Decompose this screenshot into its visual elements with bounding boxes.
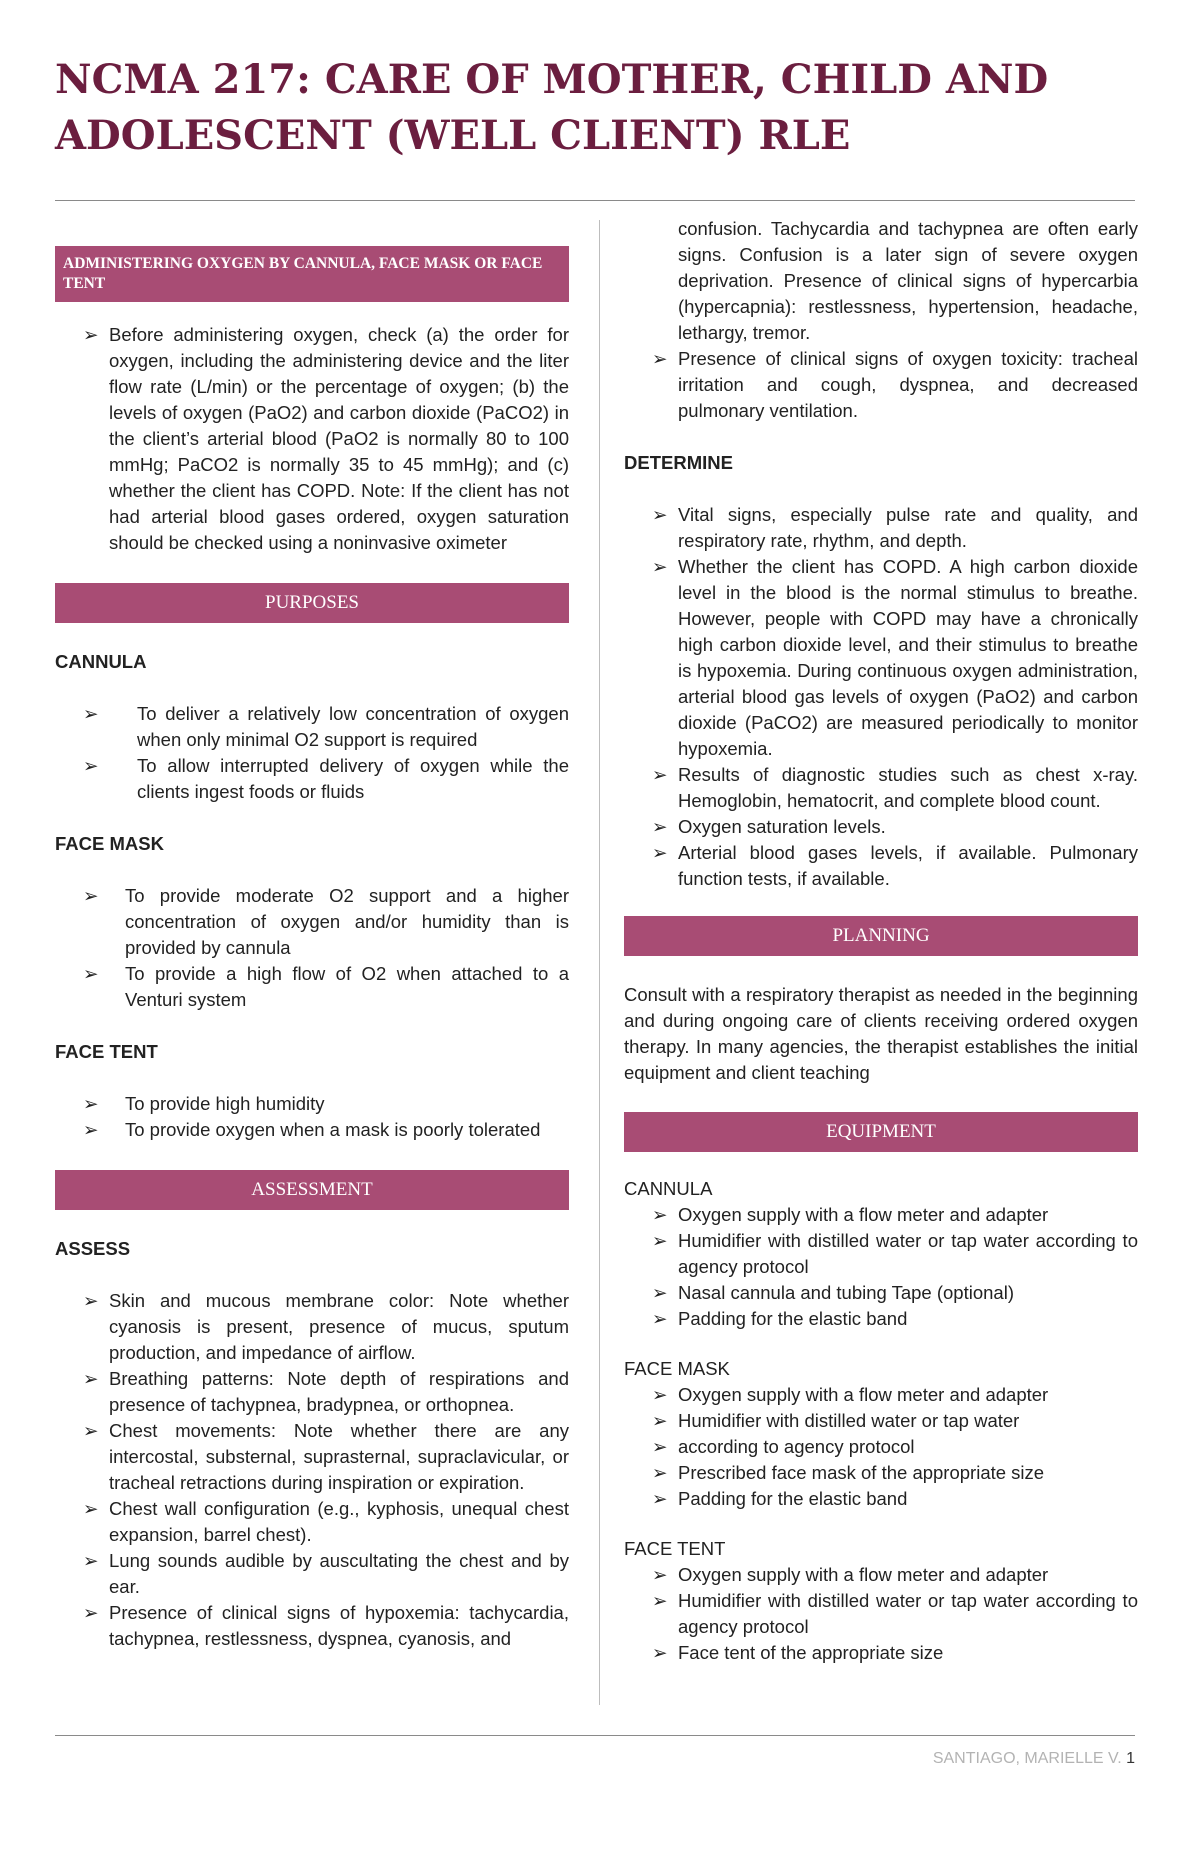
list-item: ➢ Oxygen supply with a flow meter and adapter (624, 1382, 1138, 1408)
equipment-facetent-list (624, 1562, 1138, 1666)
list-item: ➢ Padding for the elastic band (624, 1306, 1138, 1332)
assessment-band: ASSESSMENT (55, 1170, 569, 1210)
list-item: ➢ Presence of clinical signs of oxygen toxicity: tracheal irritation and cough, dyspnea, and decreased pulmonary ventilation. (624, 346, 1138, 424)
list-item: ➢ Results of diagnostic studies such as chest x-ray. Hemoglobin, hematocrit, and complete blood count. (624, 762, 1138, 814)
list-item: ➢ To allow interrupted delivery of oxygen while the clients ingest foods or fluids (55, 753, 569, 805)
footer-author: SANTIAGO, MARIELLE V. (932, 1750, 1122, 1767)
column-divider (599, 220, 600, 1705)
facetent-heading: FACE TENT (55, 1041, 158, 1062)
list-item: ➢ Arterial blood gases levels, if available. Pulmonary function tests, if available. (624, 840, 1138, 892)
equipment-cannula-heading: CANNULA (624, 1178, 713, 1199)
right-column (624, 216, 1138, 1666)
equipment-band: EQUIPMENT (624, 1112, 1138, 1152)
list-item: ➢ Humidifier with distilled water or tap water (624, 1408, 1138, 1434)
determine-heading: DETERMINE (624, 452, 733, 473)
list-item-continued: confusion. Tachycardia and tachypnea are often early signs. Confusion is a later sign of severe oxygen deprivation. Presence of clinical signs of hypercarbia (hypercapnia): restlessness, hypertension, headache, lethargy, tremor. (678, 218, 1138, 343)
list-item: ➢ To deliver a relatively low concentration of oxygen when only minimal O2 support is required (55, 701, 569, 753)
document-title: NCMA 217: CARE OF MOTHER, CHILD AND ADOLESCENT (WELL CLIENT) RLE (55, 56, 1049, 159)
left-column (55, 246, 569, 1652)
purposes-band: PURPOSES (55, 583, 569, 623)
list-item: ➢ Padding for the elastic band (624, 1486, 1138, 1512)
equipment-cannula-list (624, 1202, 1138, 1332)
list-item: ➢ Oxygen supply with a flow meter and adapter (624, 1202, 1138, 1228)
equipment-facetent-heading: FACE TENT (624, 1538, 726, 1559)
facetent-purpose-list (55, 1091, 569, 1143)
intro-text: ➢ Before administering oxygen, check (a) the order for oxygen, including the administering device and the liter flow rate (L/min) or the percentage of oxygen; (b) the levels of oxygen (PaO2) and carbon dioxide (PaCO2) in the client’s arterial blood (PaO2 is normally 80 to 100 mmHg; PaCO2 is normally 35 to 45 mmHg); and (c) whether the client has COPD. Note: If the client has not had arterial blood gases ordered, oxygen saturation should be checked using a noninvasive oximeter (55, 322, 569, 556)
planning-band: PLANNING (624, 916, 1138, 956)
list-item: ➢ Lung sounds audible by auscultating the chest and by ear. (55, 1548, 569, 1600)
header-divider (55, 200, 1135, 201)
list-item: ➢ according to agency protocol (624, 1434, 1138, 1460)
assess-heading: ASSESS (55, 1238, 131, 1259)
list-item: ➢ To provide high humidity (55, 1091, 569, 1117)
list-item: ➢ Humidifier with distilled water or tap water according to agency protocol (624, 1228, 1138, 1280)
list-item: ➢ To provide oxygen when a mask is poorly tolerated (55, 1117, 569, 1143)
facemask-purpose-list (55, 883, 569, 1013)
list-item: ➢ Oxygen saturation levels. (624, 814, 1138, 840)
equipment-facemask-list (624, 1382, 1138, 1512)
list-item: ➢ Oxygen supply with a flow meter and adapter (624, 1562, 1138, 1588)
section-title-band: ADMINISTERING OXYGEN BY CANNULA, FACE MASK OR FACE TENT (55, 246, 569, 302)
list-item: ➢ Skin and mucous membrane color: Note whether cyanosis is present, presence of mucus, sputum production, and impedance of airflow. (55, 1288, 569, 1366)
cannula-purpose-list (55, 701, 569, 805)
planning-text: Consult with a respiratory therapist as needed in the beginning and during ongoing care of clients receiving ordered oxygen therapy. In many agencies, the therapist establishes the initial equipment and client teaching (624, 984, 1138, 1083)
determine-list (624, 502, 1138, 892)
list-item: ➢ Whether the client has COPD. A high carbon dioxide level in the blood is the normal stimulus to breathe. However, people with COPD may have a chronically high carbon dioxide level, and their stimulus to breathe is hypoxemia. During continuous oxygen administration, arterial blood gas levels of oxygen (PaO2) and carbon dioxide (PaCO2) are measured periodically to monitor hypoxemia. (624, 554, 1138, 762)
list-item: ➢ Breathing patterns: Note depth of respirations and presence of tachypnea, bradypnea, or orthopnea. (55, 1366, 569, 1418)
equipment-facemask-heading: FACE MASK (624, 1358, 730, 1379)
list-item: ➢ Face tent of the appropriate size (624, 1640, 1138, 1666)
list-item: ➢ Nasal cannula and tubing Tape (optional) (624, 1280, 1138, 1306)
cannula-heading: CANNULA (55, 651, 147, 672)
list-item: ➢ Chest movements: Note whether there are any intercostal, substernal, suprasternal, supraclavicular, or tracheal retractions during inspiration or expiration. (55, 1418, 569, 1496)
list-item: ➢ Chest wall configuration (e.g., kyphosis, unequal chest expansion, barrel chest). (55, 1496, 569, 1548)
list-item: ➢ Vital signs, especially pulse rate and quality, and respiratory rate, rhythm, and depth. (624, 502, 1138, 554)
footer-divider (55, 1735, 1135, 1736)
list-item: ➢ To provide a high flow of O2 when attached to a Venturi system (55, 961, 569, 1013)
list-item: ➢ Humidifier with distilled water or tap water according to agency protocol (624, 1588, 1138, 1640)
list-item: ➢ Presence of clinical signs of hypoxemia: tachycardia, tachypnea, restlessness, dyspnea, cyanosis, and (55, 1600, 569, 1652)
list-item: ➢ To provide moderate O2 support and a higher concentration of oxygen and/or humidity than is provided by cannula (55, 883, 569, 961)
page-number: 1 (1126, 1750, 1135, 1767)
assess-list (55, 1288, 569, 1652)
continued-assess-list (624, 216, 1138, 424)
facemask-heading: FACE MASK (55, 833, 164, 854)
page-footer (933, 1750, 1135, 1768)
intro-list (55, 322, 569, 556)
list-item: ➢ Prescribed face mask of the appropriate size (624, 1460, 1138, 1486)
